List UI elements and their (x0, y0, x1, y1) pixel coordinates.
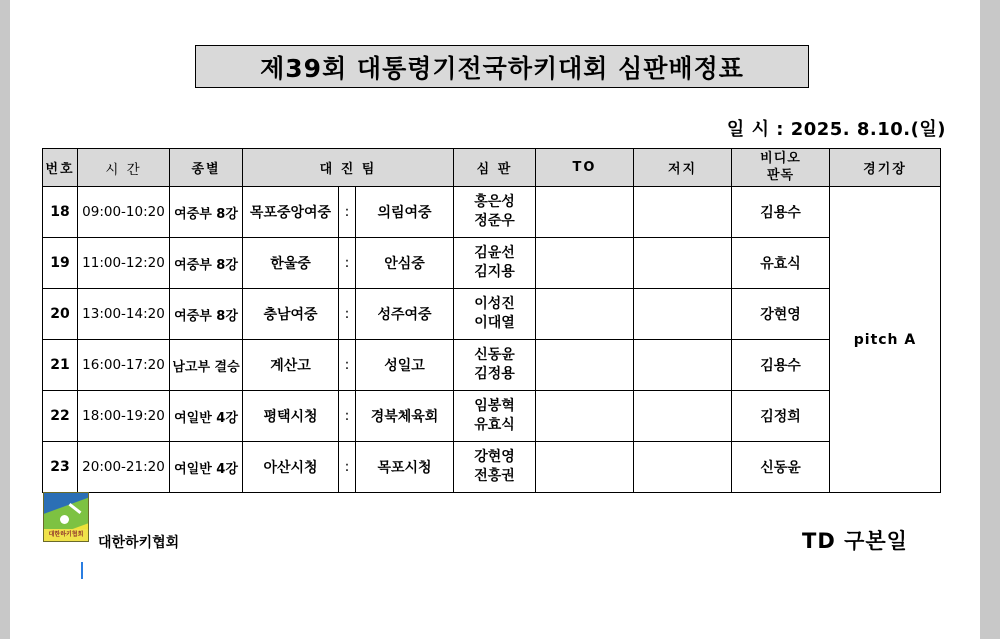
cell-time: 16:00-17:20 (78, 340, 170, 391)
cell-block (634, 340, 732, 391)
table-row (43, 289, 941, 340)
cell-block (634, 289, 732, 340)
cell-colon: : (339, 289, 356, 340)
document-title-box (195, 45, 809, 88)
cell-referee (454, 391, 536, 442)
cell-referee (454, 238, 536, 289)
referee-name-2: 유효식 (474, 417, 515, 433)
cell-team-b: 목포시청 (356, 442, 454, 493)
cell-no: 21 (43, 340, 78, 391)
hockey-association-logo-icon (43, 492, 89, 542)
cell-team-b: 경북체육회 (356, 391, 454, 442)
logo-stick-shape (69, 503, 82, 514)
cell-time: 11:00-12:20 (78, 238, 170, 289)
cell-video: 김정희 (732, 391, 830, 442)
cell-no: 23 (43, 442, 78, 493)
cell-to (536, 289, 634, 340)
header-kind: 종별 (170, 149, 243, 187)
cell-team-b: 성주여중 (356, 289, 454, 340)
referee-name-2: 전홍권 (474, 468, 515, 484)
referee-name-2: 정준우 (474, 213, 515, 229)
association-name: 대한하키협회 (98, 535, 180, 551)
table-row (43, 340, 941, 391)
table-row (43, 442, 941, 493)
header-match: 대 진 팀 (243, 149, 454, 187)
document-page (10, 0, 990, 639)
logo-band-text: 대한하키협회 (44, 529, 88, 541)
header-no: 번호 (43, 149, 78, 187)
header-referee: 심 판 (454, 149, 536, 187)
cell-to (536, 340, 634, 391)
referee-name-1: 홍은성 (474, 194, 515, 211)
cell-team-b: 성일고 (356, 340, 454, 391)
header-block: 저지 (634, 149, 732, 187)
page-title: 제39회 대통령기전국하키대회 심판배정표 (260, 53, 744, 83)
referee-name-1: 신동윤 (474, 347, 515, 364)
cell-referee (454, 442, 536, 493)
cell-time: 20:00-21:20 (78, 442, 170, 493)
cell-kind: 여일반 4강 (170, 391, 243, 442)
cell-kind: 남고부 결승 (170, 340, 243, 391)
referee-assignment-table (42, 148, 941, 493)
cell-team-a: 목포중앙여중 (243, 187, 339, 238)
table-row (43, 391, 941, 442)
table-header-row (43, 149, 941, 187)
cell-referee (454, 187, 536, 238)
cell-colon: : (339, 442, 356, 493)
cell-time: 13:00-14:20 (78, 289, 170, 340)
header-venue: 경기장 (830, 149, 941, 187)
table-row (43, 238, 941, 289)
referee-name-2: 김정용 (474, 366, 515, 382)
cell-time: 09:00-10:20 (78, 187, 170, 238)
cell-video: 강현영 (732, 289, 830, 340)
cell-referee (454, 340, 536, 391)
cell-colon: : (339, 391, 356, 442)
technical-director-name: TD 구본일 (802, 529, 908, 553)
event-datetime: 일 시 : 2025. 8.10.(일) (726, 119, 946, 140)
header-video-line1: 비디오 (760, 151, 801, 167)
referee-name-1: 강현영 (474, 449, 515, 466)
cell-kind: 여중부 8강 (170, 289, 243, 340)
referee-name-2: 이대열 (474, 315, 515, 331)
cell-colon: : (339, 340, 356, 391)
referee-name-1: 이성진 (474, 296, 515, 313)
referee-name-1: 임봉혁 (474, 398, 515, 415)
cell-venue: pitch A (830, 187, 941, 493)
page-right-gutter (980, 0, 1000, 639)
cell-team-b: 안심중 (356, 238, 454, 289)
cell-to (536, 187, 634, 238)
referee-name-1: 김윤선 (474, 245, 515, 262)
cell-team-b: 의림여중 (356, 187, 454, 238)
cell-block (634, 391, 732, 442)
header-time: 시 간 (78, 149, 170, 187)
table-row (43, 187, 941, 238)
cell-kind: 여중부 8강 (170, 238, 243, 289)
cell-no: 22 (43, 391, 78, 442)
cell-block (634, 187, 732, 238)
cell-team-a: 평택시청 (243, 391, 339, 442)
cell-colon: : (339, 187, 356, 238)
cell-no: 18 (43, 187, 78, 238)
logo-ball-shape (60, 515, 69, 524)
cell-colon: : (339, 238, 356, 289)
cell-team-a: 충남여중 (243, 289, 339, 340)
header-to: TO (536, 149, 634, 187)
cell-referee (454, 289, 536, 340)
cell-team-a: 계산고 (243, 340, 339, 391)
cell-team-a: 아산시청 (243, 442, 339, 493)
cell-video: 김용수 (732, 187, 830, 238)
cell-video: 김용수 (732, 340, 830, 391)
text-cursor (81, 562, 83, 579)
cell-to (536, 391, 634, 442)
cell-kind: 여일반 4강 (170, 442, 243, 493)
cell-video: 신동윤 (732, 442, 830, 493)
header-video-line2: 판독 (766, 167, 795, 183)
cell-video: 유효식 (732, 238, 830, 289)
cell-kind: 여중부 8강 (170, 187, 243, 238)
cell-block (634, 238, 732, 289)
cell-to (536, 442, 634, 493)
cell-time: 18:00-19:20 (78, 391, 170, 442)
cell-no: 20 (43, 289, 78, 340)
cell-team-a: 한울중 (243, 238, 339, 289)
cell-to (536, 238, 634, 289)
header-video (732, 149, 830, 187)
cell-block (634, 442, 732, 493)
cell-no: 19 (43, 238, 78, 289)
referee-name-2: 김지용 (474, 264, 515, 280)
